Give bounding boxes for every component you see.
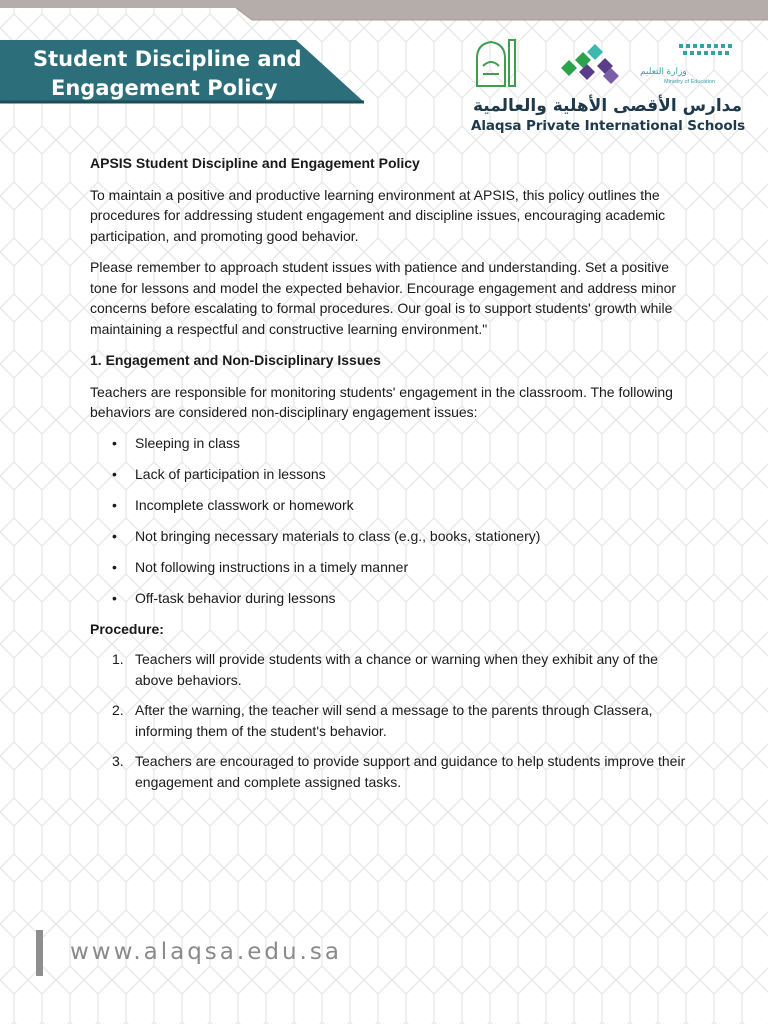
behavior-list	[90, 433, 690, 608]
school-name-arabic: مدارس الأقصى الأهلية والعالمية	[473, 96, 742, 116]
top-decorative-bar	[0, 0, 768, 22]
list-item	[90, 433, 690, 453]
procedure-list	[90, 649, 690, 792]
reminder-paragraph: Please remember to approach student issues with patience and understanding. Set a positive tone for lessons and model the expected behavior. Encourage engagement and address minor concerns before escalating to formal procedures. Our goal is to support students' growth while maintaining a respectful and constructive learning environment."	[90, 259, 677, 337]
list-item	[90, 464, 690, 484]
intro-paragraph: To maintain a positive and productive learning environment at APSIS, this policy outlines the procedures for addressing student engagement and discipline issues, encouraging academic participation, and promoting good behavior.	[90, 186, 666, 244]
ministry-name-english: Ministry of Education	[664, 79, 716, 85]
document-title: APSIS Student Discipline and Engagement Policy	[90, 155, 420, 171]
bullet-icon: •	[112, 496, 117, 513]
procedure-step	[90, 649, 690, 690]
step-text: After the warning, the teacher will send a message to the parents through Classera, informing them of the student's behavior.	[135, 702, 653, 739]
vision-logo-icon	[557, 42, 623, 86]
list-item	[90, 495, 690, 515]
footer-website-link[interactable]: www.alaqsa.edu.sa	[70, 939, 342, 965]
list-item-text: Not bringing necessary materials to class (e.g., books, stationery)	[135, 527, 541, 544]
school-name-english: Alaqsa Private International Schools	[471, 118, 746, 134]
bullet-icon: •	[112, 465, 117, 482]
list-item	[90, 526, 690, 546]
banner-title-line2: Engagement Policy	[51, 76, 278, 100]
list-item-text: Lack of participation in lessons	[135, 465, 326, 482]
banner-title	[33, 45, 302, 103]
banner-title-line1: Student Discipline and	[33, 47, 302, 71]
section-paragraph: Teachers are responsible for monitoring students' engagement in the classroom. The following behaviors are considered non-disciplinary engagement issues:	[90, 383, 673, 420]
list-item	[90, 557, 690, 577]
step-number: 3.	[112, 753, 124, 769]
list-item-text: Sleeping in class	[135, 434, 241, 451]
ministry-name-arabic: وزارة التعليم	[640, 66, 687, 76]
list-item-text: Incomplete classwork or homework	[135, 496, 354, 513]
step-number: 1.	[112, 651, 124, 667]
bullet-icon: •	[112, 589, 117, 606]
list-item-text: Not following instructions in a timely manner	[135, 558, 409, 575]
bullet-icon: •	[112, 527, 117, 544]
procedure-step	[90, 751, 690, 792]
list-item-text: Off-task behavior during lessons	[135, 589, 336, 606]
step-number: 2.	[112, 702, 124, 718]
list-item	[90, 588, 690, 608]
school-seal-icon	[471, 36, 519, 92]
section-heading: 1. Engagement and Non-Disciplinary Issues	[90, 352, 381, 368]
step-text: Teachers will provide students with a chance or warning when they exhibit any of the above behaviors.	[135, 651, 658, 688]
ministry-logo-icon	[677, 40, 733, 60]
bullet-icon: •	[112, 434, 117, 451]
bullet-icon: •	[112, 558, 117, 575]
footer-accent-bar	[36, 930, 43, 976]
policy-content	[90, 153, 690, 802]
procedure-heading: Procedure:	[90, 620, 164, 637]
step-text: Teachers are encouraged to provide support and guidance to help students improve their engagement and complete assigned tasks.	[135, 753, 686, 790]
procedure-step	[90, 700, 690, 741]
